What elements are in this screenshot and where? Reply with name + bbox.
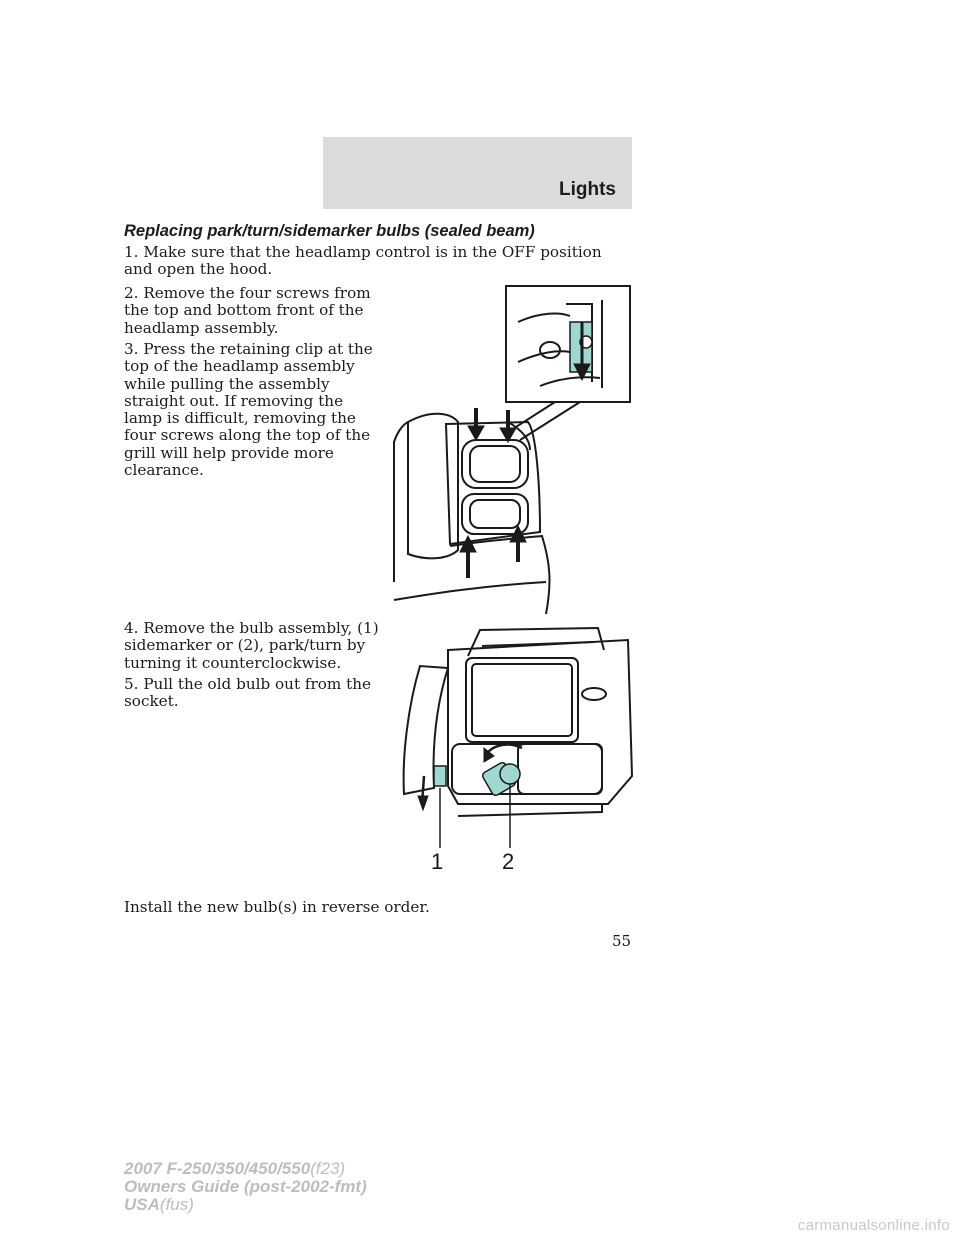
footer-market: USA [124,1195,160,1214]
section-header-label: Lights [559,179,616,200]
footer-market-code: (fus) [159,1195,194,1214]
footer-guide: Owners Guide (post-2002-fmt) [124,1177,367,1196]
watermark: carmanualsonline.info [797,1217,950,1234]
step-2: 2. Remove the four screws from the top and bottom front of the headlamp assembly. [124,284,371,337]
callout-1: 1 [431,849,444,874]
section-title: Replacing park/turn/sidemarker bulbs (sealed beam) [124,222,535,240]
page-number: 55 [612,932,632,950]
footer-model-code: (f23) [310,1159,346,1178]
install-note: Install the new bulb(s) in reverse order. [124,898,430,916]
bulb-assembly-figure [398,626,638,878]
step-1: 1. Make sure that the headlamp control is in the OFF position and open the hood. [124,243,602,279]
footer-model: 2007 F-250/350/450/550 [124,1159,311,1178]
step-4: 4. Remove the bulb assembly, (1) sidemarker or (2), park/turn by turning it counterclockwise. [124,619,379,672]
footer [124,1160,367,1214]
headlamp-screws-figure [390,282,640,614]
section-header [323,137,632,209]
step-5: 5. Pull the old bulb out from the socket. [124,675,372,711]
callout-2: 2 [502,849,515,874]
step-3: 3. Press the retaining clip at the top of the headlamp assembly while pulling the assembly straight out. If removing the lamp is difficult, removing the four screws along the top of the grill will help provide more clearance. [124,340,373,480]
